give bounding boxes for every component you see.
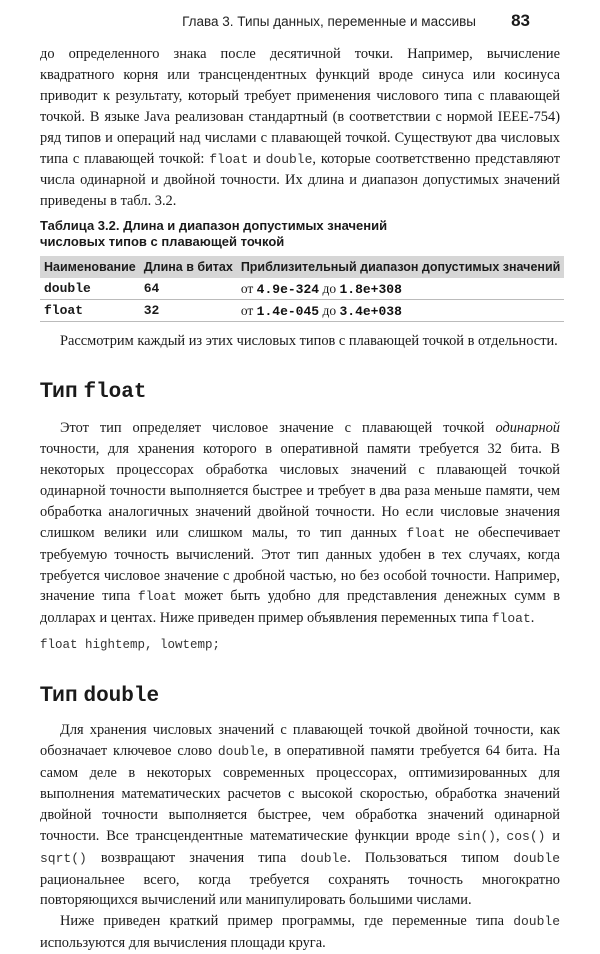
double-paragraph: Для хранения числовых значений с плавающей точкой двойной точности, как обозначает ключевое слово double, в оперативной памяти требуется 64 бита. На самом деле в некоторых современных процессорах, оптимизированных для выполнения математических расчетов с высокой скоростью, обработка значений двойной точности выполняется быстрее, чем обработка значений одинарной точности. Все трансцендентные математические функции вроде sin(), cos() и sqrt() возвращают значения типа double. Пользоваться типом double рациональнее всего, когда требуется сохранять точность многократно повторяющихся вычислений или манипулировать большими числами. (40, 722, 560, 909)
bits-cell: 64 (140, 278, 237, 300)
table-caption: Таблица 3.2. Длина и диапазон допустимых значений числовых типов с плавающей точкой (40, 218, 388, 250)
double-example-intro: Ниже приведен краткий пример программы, где переменные типа double используются для вычисления площади круга. (40, 913, 560, 952)
double-section-heading: Тип double (40, 683, 160, 709)
page-number: 83 (511, 11, 530, 30)
bits-cell: 32 (140, 300, 237, 322)
range-cell: от 1.4e-045 до 3.4e+038 (237, 300, 565, 322)
float-section-heading: Тип float (40, 379, 147, 405)
running-title: Глава 3. Типы данных, переменные и массивы (182, 14, 476, 29)
intro-paragraph: до определенного знака после десятичной точки. Например, вычисление квадратного корня или трансцендентных функций вроде синуса или косинуса приводит к результату, который требует применения числового типа с плавающей точкой. В языке Java реализован стандартный (в соответствии с нормой IEEE-754) ряд типов и операций над числами с плавающей точкой. Существуют два числовых типа с плавающей точкой: float и double, которые соответственно представляют числа одинарной и двойной точности. Их длина и диапазон допустимых значений приведены в табл. 3.2. (40, 46, 560, 210)
type-name-cell: float (40, 300, 140, 322)
column-header-bits: Длина в битах (140, 256, 237, 278)
table-header-row (40, 256, 564, 278)
table-row (40, 278, 564, 300)
table-row (40, 300, 564, 322)
column-header-name: Наименование (40, 256, 140, 278)
range-cell: от 4.9e-324 до 1.8e+308 (237, 278, 565, 300)
column-header-range: Приблизительный диапазон допустимых значений (237, 256, 565, 278)
after-table-paragraph: Рассмотрим каждый из этих числовых типов с плавающей точкой в отдельности. (60, 333, 558, 350)
float-code-example: float hightemp, lowtemp; (40, 638, 221, 653)
type-name-cell: double (40, 278, 140, 300)
float-paragraph: Этот тип определяет числовое значение с плавающей точкой одинарной точности, для хранения которого в оперативной памяти требуется 32 бита. В некоторых процессорах обработка числовых значений с плавающей точкой одинарной точности выполняется быстрее и требует в два раза меньше памяти, чем обработка аналогичных значений двойной точности. Но если числовые значения слишком велики или слишком малы, то тип данных float не обеспечивает требуемую точность вычислений. Этот тип данных удобен в тех случаях, когда требуется числовое значение с дробной частью, но без особой точности. Например, значение типа float может быть удобно для представления денежных сумм в долларах и центах. Ниже приведен пример объявления переменных типа float. (40, 420, 560, 627)
float-types-table (40, 256, 564, 322)
page-header (40, 0, 560, 44)
